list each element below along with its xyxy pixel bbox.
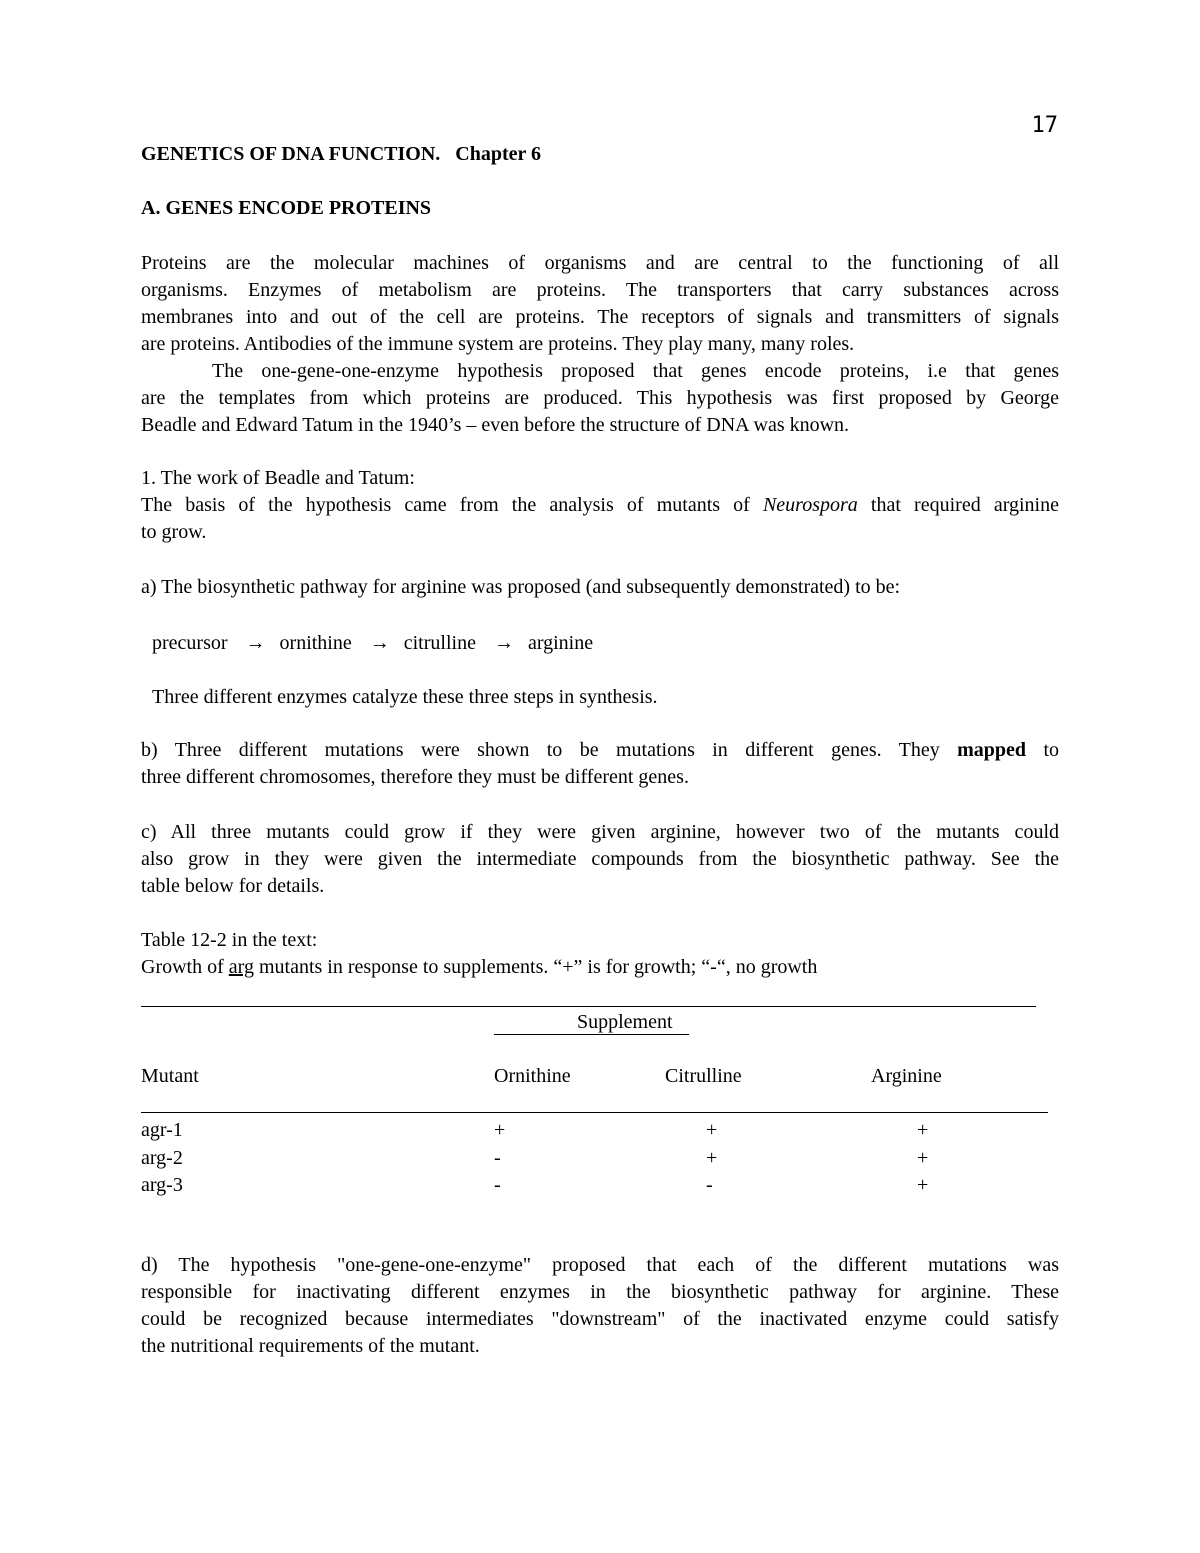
item-b [141,737,1059,791]
row-mutant: arg-3 [141,1174,183,1196]
paragraph-line: table below for details. [141,875,325,897]
paragraph-line: to grow. [141,521,207,543]
item-d [141,1252,1059,1360]
column-header-mutant: Mutant [141,1065,199,1087]
arginine-pathway [152,630,602,657]
paragraph-line: are the templates from which proteins are produced. This hypothesis was first proposed by George [141,387,1059,409]
arrow-right-icon: → [493,632,514,654]
subcaption-text-before: Growth of [141,956,229,978]
paragraph-line: Beadle and Edward Tatum in the 1940’s – even before the structure of DNA was known. [141,414,850,436]
arrow-right-icon: → [369,632,390,654]
paragraph-line [141,737,1059,764]
paragraph-line: Proteins are the molecular machines of organisms and are central to the functioning of all [141,252,1059,274]
paragraph-line: d) The hypothesis "one-gene-one-enzyme" proposed that each of the different mutations was [141,1254,1059,1276]
table-subcaption [141,954,817,981]
row-ornithine: + [494,1119,506,1141]
subsection-1-heading: 1. The work of Beadle and Tatum: [141,467,415,489]
basis-text-after: that required arginine [857,494,1059,516]
pathway-step-arginine: arginine [527,632,594,654]
row-arginine: + [917,1119,929,1141]
basis-text-before: The basis of the hypothesis came from the analysis of mutants of [141,494,763,516]
page-number: 17 [1031,113,1058,138]
row-citrulline: + [706,1119,718,1141]
paragraph-line: are proteins. Antibodies of the immune system are proteins. They play many, many roles. [141,333,855,355]
item-a-text: a) The biosynthetic pathway for arginine was proposed (and subsequently demonstrated) to be: [141,576,901,598]
section-a-heading: A. GENES ENCODE PROTEINS [141,197,432,219]
organism-name: Neurospora [762,494,858,516]
pathway-step-precursor: precursor [152,632,228,654]
enzymes-note: Three different enzymes catalyze these three steps in synthesis. [152,686,658,708]
column-header-arginine: Arginine [871,1065,942,1087]
pathway-step-citrulline: citrulline [403,632,476,654]
paragraph-hypothesis [141,358,1059,439]
supplement-header: Supplement [577,1011,673,1033]
row-ornithine: - [494,1174,501,1196]
subcaption-underlined: arg [228,956,254,978]
column-header-ornithine: Ornithine [494,1065,571,1087]
row-citrulline: - [706,1174,713,1196]
row-mutant: agr-1 [141,1119,183,1141]
paragraph-line [141,492,1059,519]
paragraph-line: The one-gene-one-enzyme hypothesis proposed that genes encode proteins, i.e that genes [212,360,1059,382]
subcaption-text-after: mutants in response to supplements. “+” is for growth; “-“, no growth [253,956,818,978]
row-arginine: + [917,1174,929,1196]
paragraph-proteins [141,250,1059,358]
column-header-citrulline: Citrulline [665,1065,742,1087]
paragraph-line: responsible for inactivating different enzymes in the biosynthetic pathway for arginine. These [141,1281,1059,1303]
paragraph-line: membranes into and out of the cell are proteins. The receptors of signals and transmitters of signals [141,306,1059,328]
paragraph-line: three different chromosomes, therefore they must be different genes. [141,766,689,788]
row-ornithine: - [494,1147,501,1169]
paragraph-line: the nutritional requirements of the mutant. [141,1335,480,1357]
item-c [141,819,1059,900]
paragraph-line: could be recognized because intermediates "downstream" of the inactivated enzyme could satisfy [141,1308,1059,1330]
paragraph-line: organisms. Enzymes of metabolism are proteins. The transporters that carry substances across [141,279,1059,301]
pathway-step-ornithine: ornithine [279,632,352,654]
paragraph-basis [141,492,1059,546]
paragraph-line: c) All three mutants could grow if they were given arginine, however two of the mutants could [141,821,1059,843]
table-header-rule [141,1112,1048,1113]
row-arginine: + [917,1147,929,1169]
paragraph-line: also grow in they were given the intermediate compounds from the biosynthetic pathway. See the [141,848,1059,870]
chapter-title: GENETICS OF DNA FUNCTION. Chapter 6 [141,143,542,165]
arrow-right-icon: → [245,632,266,654]
item-b-text-before: b) Three different mutations were shown to be mutations in different genes. They [141,739,958,761]
table-top-rule [141,1006,1036,1007]
row-mutant: arg-2 [141,1147,183,1169]
row-citrulline: + [706,1147,718,1169]
table-caption: Table 12-2 in the text: [141,929,318,951]
item-b-bold-word: mapped [957,739,1027,761]
item-b-text-after: to [1026,739,1059,761]
